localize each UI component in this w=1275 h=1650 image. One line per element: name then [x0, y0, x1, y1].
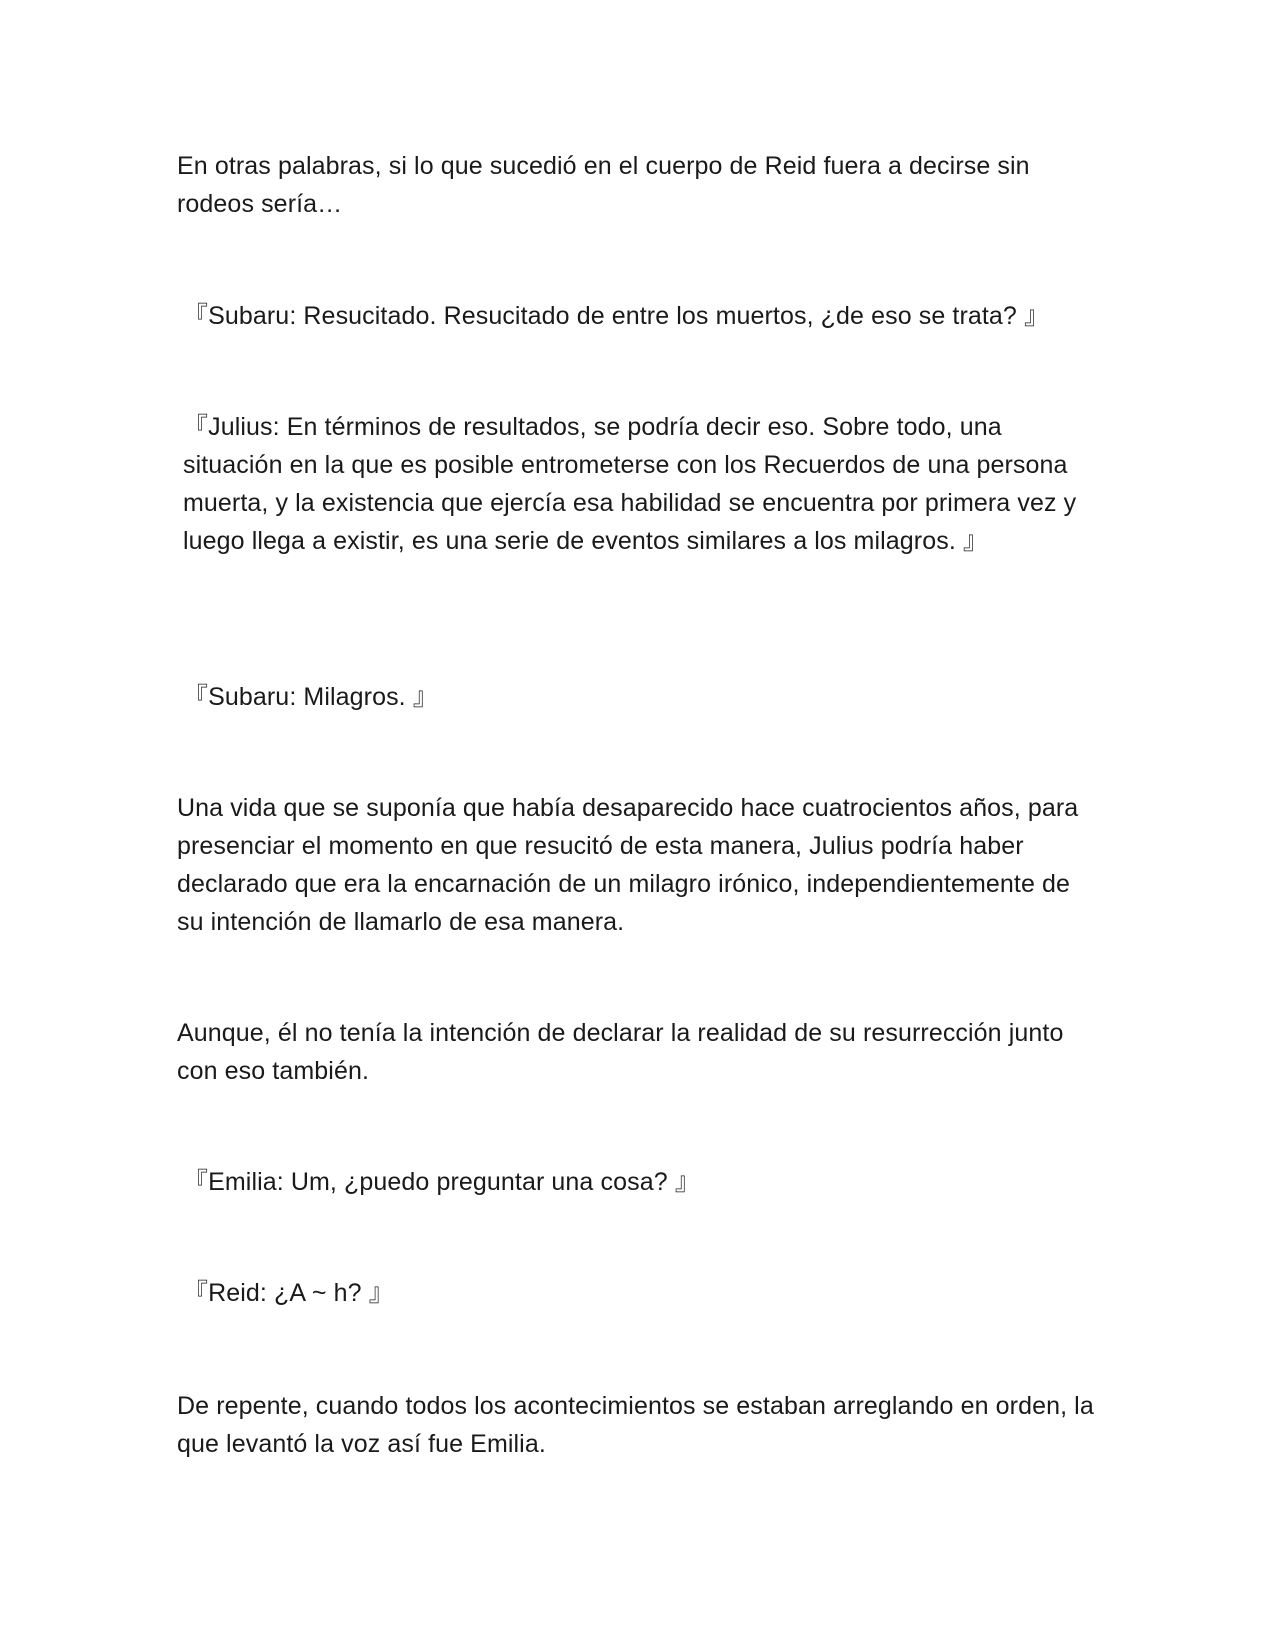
dialogue-line-reid: 『Reid: ¿A ~ h? 』 — [183, 1279, 394, 1307]
narration-paragraph: En otras palabras, si lo que sucedió en el cuerpo de Reid fuera a decirse sin rodeos sería… — [177, 152, 1030, 218]
dialogue-line-subaru: 『Subaru: Resucitado. Resucitado de entre los muertos, ¿de eso se trata? 』 — [183, 302, 1050, 330]
narration-paragraph: Aunque, él no tenía la intención de declarar la realidad de su resurrección junto con eso también. — [177, 1019, 1064, 1085]
dialogue-line-emilia: 『Emilia: Um, ¿puedo preguntar una cosa? 』 — [183, 1168, 700, 1196]
narration-paragraph: De repente, cuando todos los acontecimientos se estaban arreglando en orden, la que levantó la voz así fue Emilia. — [177, 1392, 1094, 1458]
narration-paragraph: Una vida que se suponía que había desaparecido hace cuatrocientos años, para presenciar el momento en que resucitó de esta manera, Julius podría haber declarado que era la encarnación de un milagro irónico, independientemente de su intención de llamarlo de esa manera. — [177, 794, 1079, 936]
dialogue-line-subaru: 『Subaru: Milagros. 』 — [183, 683, 438, 711]
dialogue-line-julius: 『Julius: En términos de resultados, se podría decir eso. Sobre todo, una situación en la que es posible entrometerse con los Recuerdos de una persona muerta, y la existencia que ejercía esa habilidad se encuentra por primera vez y luego llega a existir, es una serie de eventos similares a los milagros. 』 — [183, 413, 1077, 555]
